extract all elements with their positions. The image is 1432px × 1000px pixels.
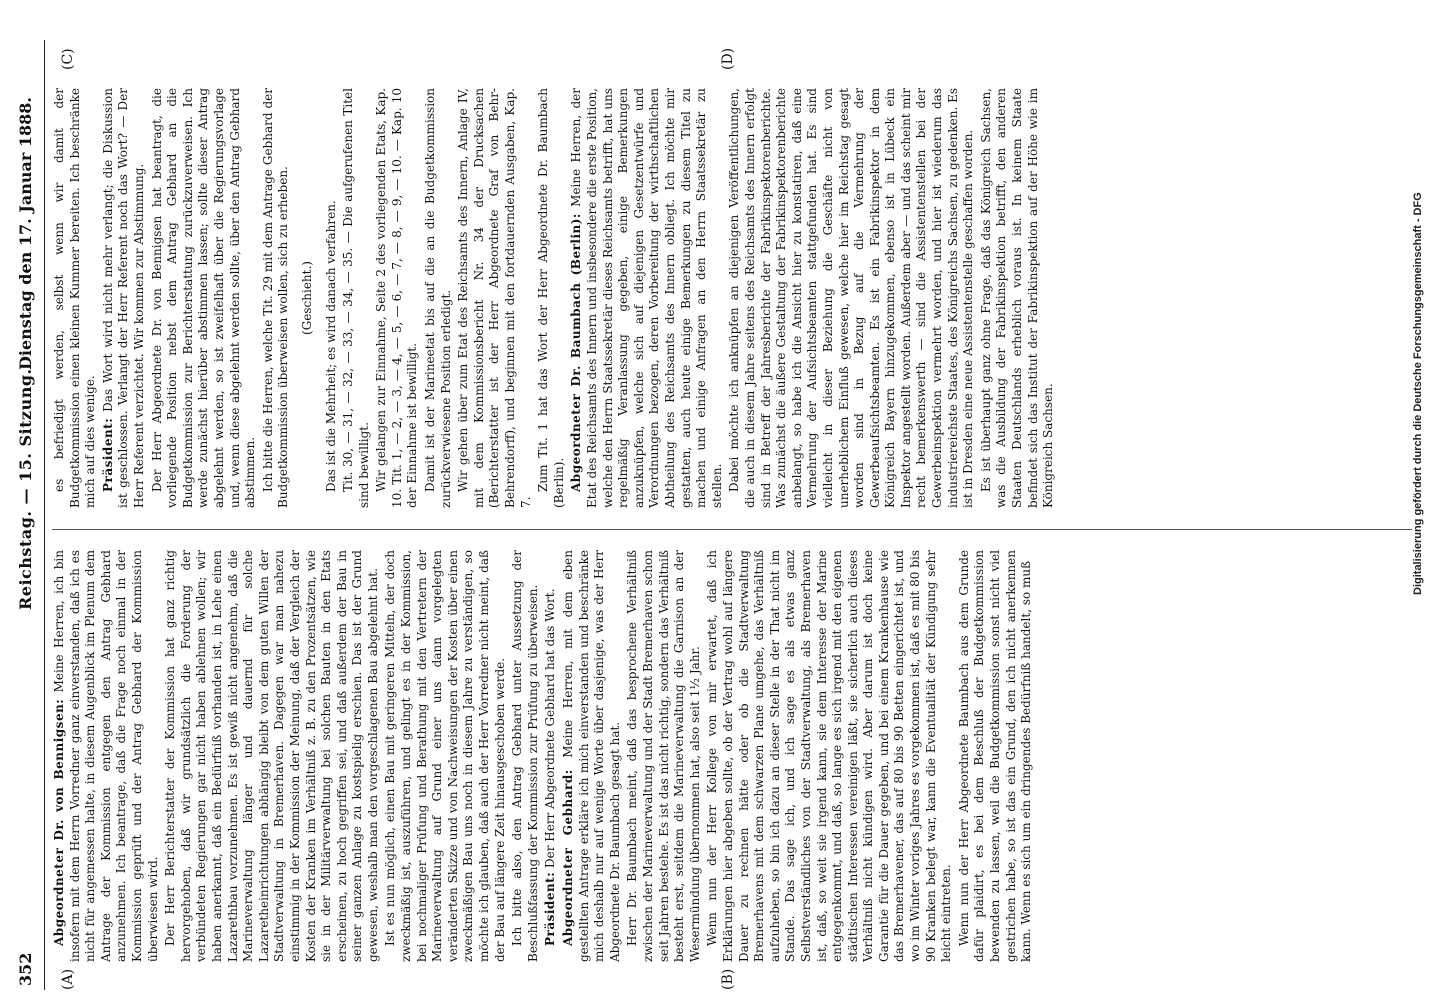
paragraph [705, 550, 955, 962]
paragraph [979, 88, 1057, 508]
paragraph [324, 88, 340, 508]
paragraph-text: Ich bitte also, den Antrag Gebhard unter Aussetzung der Beschlußfassung der Kommission zur Prüfung zu überweisen. [510, 550, 540, 962]
speaker-name: Abgeordneter Dr. Baumbach (Berlin): [569, 213, 584, 492]
column-divider [52, 529, 1412, 530]
paragraph-text: Wenn nun der Herr Abgeordnete Baumbach aus dem Grunde dafür plaidirt, es bei dem Beschluß der Budgetkommission bewenden zu lassen, weil die Budgetkommission sonst nicht viel gestrichen habe, so ist das ein Grund, den ich nicht anerkennen kann. Wenn es sich um ein dringendes Bedürfniß handelt, so muß [956, 550, 1034, 962]
paragraph-text: Wir gehen über zum Etat des Reichsamts des Innern, Anlage IV, mit dem Kommissionsbericht Nr. 34 der Drucksachen (Berichterstatter ist der Herr Abgeordnete Graf von Behr-Behrendorff), und beginnen mit den fortdauernden Ausgaben, Kap. 7. [456, 88, 533, 508]
paragraph-text: Tit. 30, — 31, — 32, — 33, — 34, — 35. — Die aufgerufenen Titel sind bewilligt. [341, 88, 371, 508]
paragraph-text: Dabei möchte ich anknüpfen an diejenigen Veröffentlichungen, die auch in diesem Jahre seitens des Reichsamts des Innern erfolgt sind in Betreff der Jahresberichte der Fabrikinspektorenberichte. Was zunächst die äußere Gestaltung der Fabrikinspektorenberichte anbelangt, so habe ich die Ansicht hier zu konstatiren, daß eine Vermehrung der Aufsichtsbeamten stattgefunden hat. Es sind vielleicht in dieser Beziehung die Geschäfte nicht von unerheblichem Einfluß gewesen, welche hier im Reichstag gesagt worden sind in Bezug auf die Vermehrung der Gewerbeaufsichtsbeamten. Es ist ein Fabrikinspektor in dem Königreich Bayern hinzugekommen, ebenso ist in Lübeck ein Inspektor angestellt worden. Außerdem aber — und das scheint mir recht bemerkenswerth — sind die Assistentenstellen bei der Gewerbeinspektion vermehrt worden, und hier ist wiederum das industriereichste Staates, des Königreichs Sachsen, zu gedenken. Es ist in Dresden eine neue Assistentenstelle geschaffen worden. [727, 88, 976, 508]
paragraph-text: Herr Dr. Baumbach meint, daß das besprochene Verhältniß zwischen der Marineverwaltung und der Stadt Bremerhaven schon seit Jahren bestehe. Es ist das nicht richtig, sondern das Verhältniß besteht erst, seitdem die Marineverwaltung die Garnison an der Wesermündung übernommen hat, also seit 1½ Jahr. [625, 550, 702, 962]
paragraph [52, 88, 99, 508]
paragraph [543, 550, 559, 962]
margin-letter-d: (D) [720, 47, 736, 70]
paragraph-text: Der Herr Abgeordnete Gebhard hat das Wort. [543, 588, 558, 872]
paragraph [561, 550, 623, 962]
speaker-name: Präsident: [100, 417, 115, 492]
paragraph-text: Meine Herren, mit dem eben gestellten Antrage erkläre ich mich einverstanden und beschränke mich deshalb nur auf wenige Worte über dasjenige, was der Herr Abgeordnete Dr. Baumbach gesagt hat. [561, 550, 622, 962]
paragraph-text: Wenn nun der Herr Kollege von mir erwartet, daß ich Erklärungen hier abgeben sollte, ob der Vertrag wohl auf längere Dauer zu rechnen hätte oder ob die Stadtverwaltung Bremerhavens mit dem schwarzen Plane umgehe, das Verhältniß aufzuheben, so bin ich dazu an dieser Stelle in der That nicht im Stande. Das sage ich, und ich sage es als etwas ganz Selbstverständliches von der Stadtverwaltung, als Bremerhaven ist, daß, so weit sie irgend kann, sie dem Interesse der Marine entgegenkommt, und daß, so lange es sich irgend mit den eigenen städtischen Interessen vereinigen läßt, sie sicherlich auch dieses Verhältniß nicht kündigen wird. Aber darum ist doch keine Garantie für die Dauer gegeben, und bei einem Krankenhause wie das Bremerhavener, das auf 80 bis 90 Betten eingerichtet ist, und wo im Winter voriges Jahres es vorgekommen ist, daß es mit 80 bis 90 Kranken belegt war, kann die Eventualität der Kündigung sehr leicht eintreten. [705, 550, 954, 962]
margin-letter-c: (C) [60, 48, 76, 70]
paragraph [163, 550, 381, 962]
stage-direction: (Geschieht.) [299, 261, 314, 335]
dfg-credit-text: Digitalisierung gefördert durch die Deutsche Forschungsgemeinschaft - DFG [1412, 192, 1424, 595]
paragraph [536, 88, 567, 508]
speaker-name: Abgeordneter Gebhard: [561, 769, 575, 946]
page-header [10, 40, 45, 990]
paragraph [625, 550, 703, 962]
right-column [52, 88, 1412, 508]
dfg-credit [1408, 40, 1426, 600]
paragraph [456, 88, 534, 508]
paragraph [957, 550, 1035, 962]
paragraph [374, 88, 421, 508]
margin-letter-a: (A) [60, 968, 76, 990]
session-date: Dienstag den 17. Januar 1888. [16, 97, 35, 370]
paragraph-text: Das ist die Mehrheit; es wird danach verfahren. [323, 200, 338, 492]
paragraph-text: Der Herr Berichterstatter der Kommission hat ganz richtig hervorgehoben, daß wir grundsätzlich die Forderung der verbündeten Regierungen gar nicht haben ablehnen wollen; wir haben anerkannt, daß ein Bedürfniß vorhanden ist, in Lehe einen Lazarethbau vorzunehmen. Es ist gewiß nicht angenehm, daß die Marineverwaltung länger und dauernd für solche Lazaretheinrichtungen abhängig bleibt von dem guten Willen der Stadtverwaltung in Bremerhaven. Dagegen war man nahezu einstimmig in der Kommission der Meinung, daß der Vergleich der Kosten der Kranken im Verhältniß z. B. zu den Prozentsätzen, wie sie in der Militärverwaltung bei solchen Bauten in den Etats erscheinen, zu hoch gegriffen sei, und daß außerdem der Bau in seiner ganzen Anlage zu kostspielig erschien. Das ist der Grund gewesen, weshalb man den vorgeschlagenen Bau abgelehnt hat. [163, 550, 380, 962]
paragraph-text: Damit ist der Marineetat bis auf die an die Budgetkommission zurückverwiesene Position erledigt. [423, 88, 453, 508]
page-number: 352 [16, 952, 35, 986]
paragraph [150, 88, 259, 508]
left-column [52, 550, 1412, 962]
paragraph-text: Das Wort wird nicht mehr verlangt; die Diskussion ist geschlossen. Verlangt der Herr Referent noch das Wort? — Der Herr Referent verzichtet. Wir kommen zur Abstimmung. [100, 88, 146, 508]
paragraph [52, 550, 161, 962]
paragraph-text: Meine Herren, ich bin insofern mit dem Herrn Vorredner ganz einverstanden, daß ich es nicht für angemessen halte, in diesem Augenblick im Plenum dem Antrage der Kommission entgegen den Antrag Gebhard anzunehmen. Ich beantrage, daß die Frage noch einmal in der Kommission geprüft und der Antrag Gebhard der Kommission überwiesen wird. [52, 550, 160, 962]
paragraph [569, 88, 725, 508]
paragraph [383, 550, 508, 962]
speaker-name: Abgeordneter Dr. von Bennigsen: [52, 698, 66, 946]
paragraph-text: Zum Tit. 1 hat das Wort der Herr Abgeordnete Dr. Baumbach (Berlin). [536, 88, 566, 508]
paragraph-text: Wir gelangen zur Einnahme, Seite 2 des vorliegenden Etats, Kap. 10. Tit. 1, — 2, — 3, — 4, — 5, — 6, — 7, — 8, — 9, — 10. — Kap. 10 der Einnahme ist bewilligt. [374, 88, 420, 508]
paragraph [423, 88, 454, 508]
paragraph [727, 88, 977, 508]
session-title: Reichstag. — 15. Sitzung. [16, 368, 35, 610]
paragraph [341, 88, 372, 508]
paragraph [101, 88, 148, 508]
paragraph [510, 550, 541, 962]
speaker-name: Präsident: [543, 871, 558, 946]
paragraph-text: Ist es nun möglich, einen Bau mit geringeren Mitteln, der doch zweckmäßig ist, auszuführen, und gelingt es in der Kommission, bei nochmaliger Prüfung und Berathung mit den Vertretern der Marineverwaltung auf Grund einer uns dann vorgelegten veränderten Skizze und von Nachweisungen der Kosten über einen zweckmäßigen Bau uns noch in diesem Jahre zu verständigen, so möchte ich glauben, daß auch der Herr Vorredner nicht meint, daß der Bau auf längere Zeit hinausgeschoben werde. [383, 550, 507, 962]
paragraph-text: Meine Herren, der Etat des Reichsamts des Innern und insbesondere die erste Position, welche den Herrn Staatssekretär dieses Reichsamts betrifft, hat uns regelmäßig Veranlassung gegeben, einige Bemerkungen anzuknüpfen, welche sich auf diejenigen Gesetzentwürfe und Verordnungen bezogen, deren Vorbereitung der wirthschaftlichen Abtheilung des Reichsamts des Innern obliegt. Ich möchte mir gestatten, auch heute einige Bemerkungen zu diesem Titel zu machen und einige Anfragen an den Herrn Staatssekretär zu stellen. [569, 88, 724, 508]
paragraph [261, 88, 292, 508]
margin-letter-b: (B) [720, 968, 736, 990]
paragraph-text: es befriedigt werden, selbst wenn wir damit der Budgetkommission einen kleinen Kummer bereiten. Ich beschränke mich auf dies wenige. [52, 88, 98, 508]
paragraph-text: Es ist überhaupt ganz ohne Frage, daß das Königreich Sachsen, was die Ausbildung der Fabrikinspektion betrifft, den anderen Staaten Deutschlands erheblich voraus ist. In keinem Staate befindet sich das Institut der Fabrikinspektion auf der Höhe wie im Königreich Sachsen. [978, 88, 1056, 508]
paragraph [300, 88, 316, 508]
paragraph-text: Der Herr Abgeordnete Dr. von Bennigsen hat beantragt, die vorliegende Position nebst dem Antrag Gebhard an die Budgetkommission zur Berichterstattung zurückzuverweisen. Ich werde zunächst hierüber abstimmen lassen; sollte dieser Antrag abgelehnt werden, so ist zweifelhaft über die Regierungsvorlage und, wenn diese abgelehnt werden sollte, über den Antrag Gebhard abstimmen. [149, 88, 258, 508]
paragraph-text: Ich bitte die Herren, welche Tit. 29 mit dem Antrage Gebhard der Budgetkommission überweisen wollen, sich zu erheben. [260, 88, 291, 508]
